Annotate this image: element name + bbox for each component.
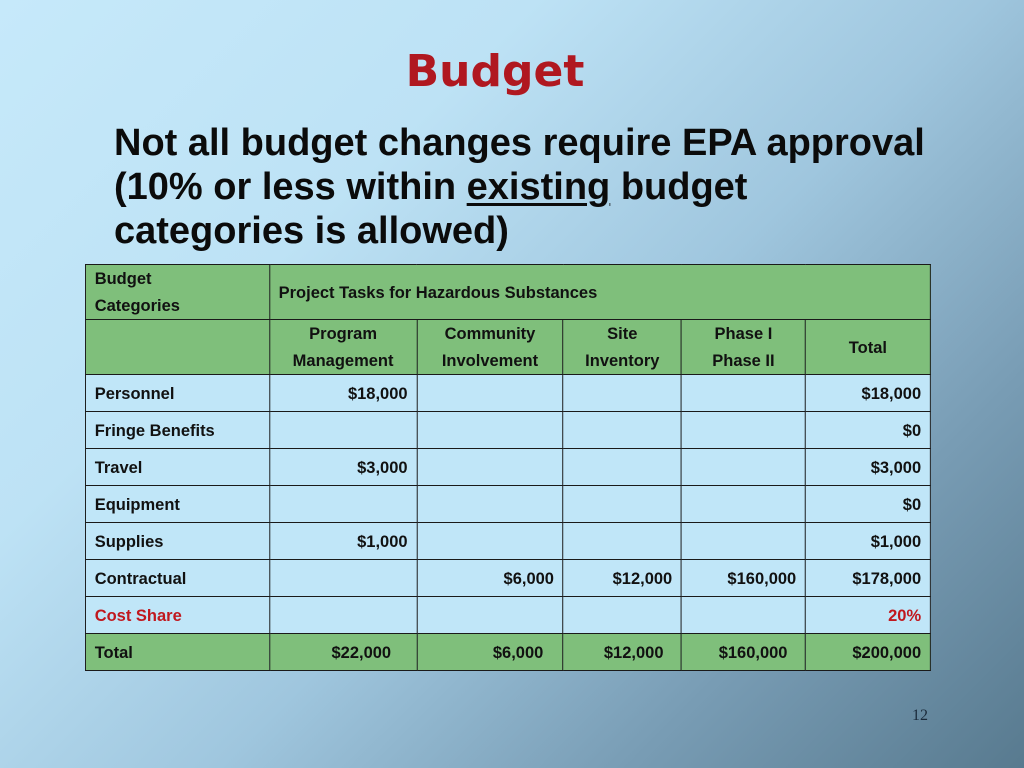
table-cell-total: $18,000 [805,375,930,412]
column-header-phase: Phase I Phase II [681,320,805,375]
row-label-cost-share: Cost Share [85,597,269,634]
row-label-personnel: Personnel [85,375,269,412]
table-cell [417,597,563,634]
table-cell [417,486,563,523]
row-label-contractual: Contractual [85,560,269,597]
table-cell: $160,000 [681,560,805,597]
table-row-personnel [85,375,930,412]
table-cell: $6,000 [417,634,563,671]
table-row-total [85,634,930,671]
table-cell [563,412,681,449]
table-cell-total: $178,000 [805,560,930,597]
table-cell [563,597,681,634]
table-cell [681,412,805,449]
table-cell [681,449,805,486]
page-number: 12 [912,707,928,724]
table-column-header-row [85,320,930,375]
table-cell [681,486,805,523]
table-cell: $6,000 [417,560,563,597]
column-header-total: Total [805,320,930,375]
table-cell: $12,000 [563,634,681,671]
table-cell-total: $1,000 [805,523,930,560]
table-cell [563,486,681,523]
body-text-start: Not all budget changes require EPA approval (10% or less within [114,122,925,208]
table-cell [269,486,416,523]
table-cell: $3,000 [269,449,416,486]
table-cell-total: $200,000 [805,634,930,671]
row-label-total: Total [85,634,269,671]
table-row-supplies [85,523,930,560]
table-cell [417,412,563,449]
table-cell: $18,000 [269,375,416,412]
table-row-travel [85,449,930,486]
table-cell: $22,000 [269,634,416,671]
table-cell [563,375,681,412]
table-cell [563,523,681,560]
row-label-travel: Travel [85,449,269,486]
table-row-fringe-benefits [85,412,930,449]
column-header-site-inventory: Site Inventory [563,320,681,375]
table-cell [681,523,805,560]
column-header-program-management: Program Management [269,320,416,375]
header-project-tasks: Project Tasks for Hazardous Substances [269,265,930,320]
table-cell [681,375,805,412]
table-row-equipment [85,486,930,523]
row-label-supplies: Supplies [85,523,269,560]
table-cell: $12,000 [563,560,681,597]
table-cell: $1,000 [269,523,416,560]
table-row-cost-share [85,597,930,634]
body-paragraph [114,121,934,253]
table-cell [417,375,563,412]
table-cell [269,560,416,597]
table-cell [417,449,563,486]
row-label-fringe-benefits: Fringe Benefits [85,412,269,449]
table-cell-total: $3,000 [805,449,930,486]
table-cell-total: 20% [805,597,930,634]
table-cell [563,449,681,486]
budget-table [85,264,931,671]
slide-title: Budget [405,46,585,97]
header-budget-categories: Budget Categories [85,265,269,320]
table-row-contractual [85,560,930,597]
table-cell: $160,000 [681,634,805,671]
table-cell-total: $0 [805,412,930,449]
table-cell [269,412,416,449]
table-cell [269,597,416,634]
table-header-row [85,265,930,320]
body-text-underlined: existing [466,166,611,208]
body-text-end: budget categories is allowed) [114,166,748,252]
table-cell-total: $0 [805,486,930,523]
row-label-equipment: Equipment [85,486,269,523]
table-cell [417,523,563,560]
table-cell [681,597,805,634]
column-header-community-involvement: Community Involvement [417,320,563,375]
column-header-empty [85,320,269,375]
